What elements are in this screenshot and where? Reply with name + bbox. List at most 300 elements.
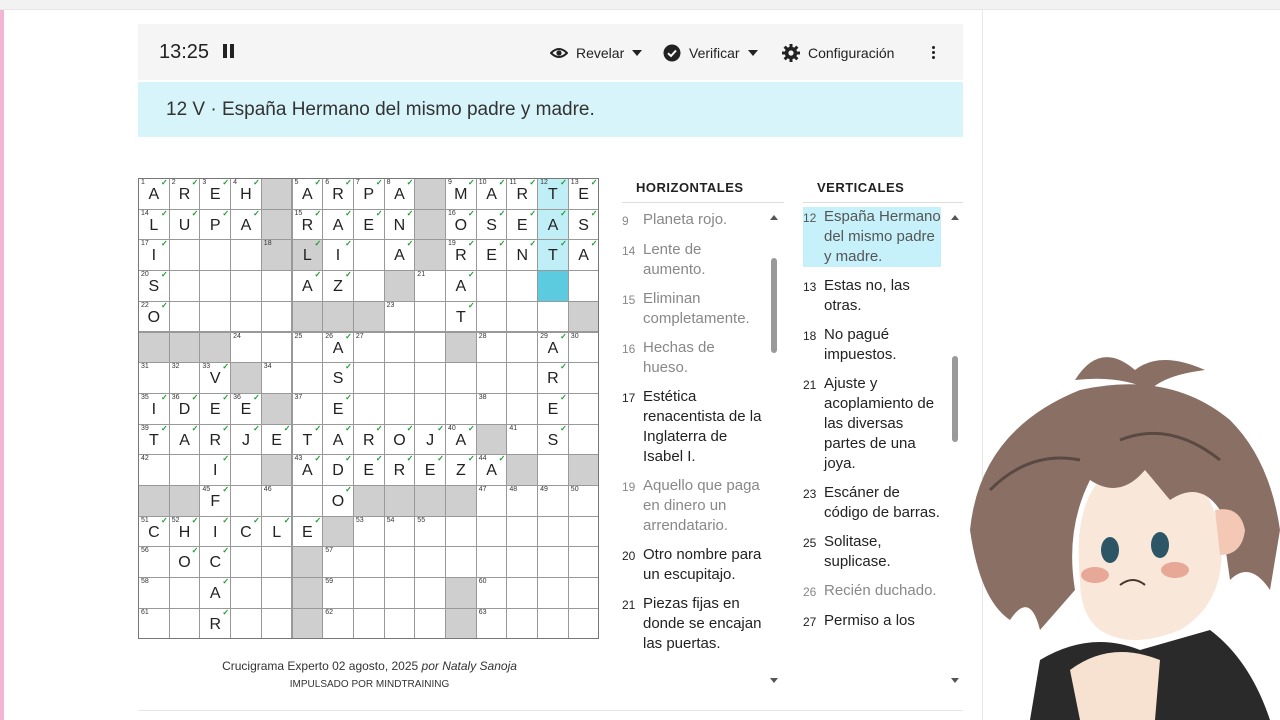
grid-cell[interactable] <box>230 178 262 210</box>
cell-letter: T <box>148 431 159 449</box>
cell-letter: A <box>486 186 497 203</box>
cell-letter: H <box>240 186 252 203</box>
down-scrollbar[interactable] <box>952 356 958 442</box>
clue-item[interactable] <box>622 289 762 329</box>
grid-cell[interactable] <box>414 608 446 640</box>
clue-item[interactable] <box>803 374 941 474</box>
grid-cell[interactable] <box>506 424 538 456</box>
clue-item[interactable] <box>803 611 941 632</box>
grid-cell[interactable] <box>384 577 416 609</box>
grid-cell[interactable] <box>169 209 201 241</box>
grid-cell[interactable] <box>537 270 569 302</box>
clue-item[interactable] <box>622 240 762 280</box>
grid-cell[interactable] <box>414 454 446 486</box>
grid-cell[interactable] <box>138 362 170 394</box>
grid-cell[interactable] <box>476 332 508 364</box>
cell-letter: Z <box>333 278 343 296</box>
grid-cell[interactable] <box>414 393 446 425</box>
grid-cell[interactable] <box>292 516 324 548</box>
cell-number: 57 <box>325 547 333 555</box>
grid-cell[interactable] <box>292 454 324 486</box>
grid-cell[interactable] <box>261 424 293 456</box>
grid-cell[interactable] <box>476 454 508 486</box>
more-options-icon[interactable] <box>930 44 936 62</box>
grid-cell[interactable] <box>322 332 354 364</box>
grid-cell[interactable] <box>138 270 170 302</box>
grid-cell[interactable] <box>138 424 170 456</box>
pause-icon-bar <box>230 44 234 58</box>
grid-cell[interactable] <box>199 424 231 456</box>
grid-cell[interactable] <box>384 362 416 394</box>
grid-cell[interactable] <box>476 393 508 425</box>
grid-cell[interactable] <box>568 178 600 210</box>
pause-button[interactable] <box>223 44 235 60</box>
correct-check-icon: ✓ <box>590 239 598 249</box>
clue-text: Ajuste y acoplamiento de las diversas partes de una joya. <box>824 375 935 472</box>
correct-check-icon: ✓ <box>191 546 199 556</box>
clue-number: 16 <box>622 342 636 356</box>
grid-cell[interactable] <box>414 516 446 548</box>
grid-cell[interactable] <box>169 178 201 210</box>
clue-text: Escáner de código de barras. <box>824 484 940 521</box>
grid-cell[interactable] <box>537 608 569 640</box>
grid-cell[interactable] <box>445 393 477 425</box>
grid-cell[interactable] <box>414 424 446 456</box>
grid-cell[interactable] <box>506 577 538 609</box>
grid-cell[interactable] <box>322 178 354 210</box>
cell-letter: D <box>332 462 344 480</box>
scroll-down-icon[interactable] <box>951 678 959 683</box>
grid-cell[interactable] <box>568 209 600 241</box>
grid-cell[interactable] <box>506 301 538 333</box>
grid-cell[interactable] <box>199 546 231 578</box>
grid-cell[interactable] <box>230 270 262 302</box>
grid-cell[interactable] <box>230 239 262 271</box>
grid-block <box>292 608 324 640</box>
verify-button[interactable] <box>663 42 758 64</box>
grid-cell[interactable] <box>138 516 170 548</box>
grid-cell[interactable] <box>138 301 170 333</box>
clue-item[interactable] <box>622 387 762 467</box>
clue-number: 15 <box>622 293 636 307</box>
cell-number: 27 <box>355 332 364 340</box>
clue-text: Aquello que paga en dinero un arrendatario. <box>643 477 760 534</box>
correct-check-icon: ✓ <box>314 515 322 525</box>
cell-letter: A <box>394 247 405 265</box>
grid-cell[interactable] <box>322 454 354 486</box>
cell-number: 14 <box>141 209 149 217</box>
cell-letter: A <box>302 186 313 203</box>
clue-number: 20 <box>622 549 636 563</box>
grid-cell[interactable] <box>384 239 416 271</box>
correct-check-icon: ✓ <box>222 178 230 187</box>
grid-cell[interactable] <box>230 454 262 486</box>
grid-cell[interactable] <box>568 577 600 609</box>
credit-text: Crucigrama Experto 02 agosto, 2025 <box>222 659 419 673</box>
clue-item[interactable] <box>622 210 762 231</box>
grid-cell[interactable] <box>476 362 508 394</box>
settings-button[interactable] <box>782 42 894 64</box>
grid-cell[interactable] <box>353 239 385 271</box>
grid-cell[interactable] <box>199 178 231 210</box>
grid-cell[interactable] <box>322 362 354 394</box>
correct-check-icon: ✓ <box>283 423 291 433</box>
grid-cell[interactable] <box>322 239 354 271</box>
grid-cell[interactable] <box>445 178 477 210</box>
grid-cell[interactable] <box>506 485 538 517</box>
grid-cell[interactable] <box>261 485 293 517</box>
grid-cell[interactable] <box>384 608 416 640</box>
cell-letter: R <box>516 186 529 203</box>
correct-check-icon: ✓ <box>345 270 352 280</box>
grid-cell[interactable] <box>292 332 324 364</box>
grid-block <box>261 454 293 486</box>
grid-cell[interactable] <box>445 209 477 241</box>
cell-letter: R <box>362 431 375 449</box>
grid-cell[interactable] <box>169 546 201 578</box>
grid-cell[interactable] <box>506 332 538 364</box>
grid-cell[interactable] <box>230 393 262 425</box>
grid-cell[interactable] <box>568 485 600 517</box>
grid-cell[interactable] <box>445 362 477 394</box>
grid-cell[interactable] <box>261 362 293 394</box>
grid-cell[interactable] <box>353 332 385 364</box>
correct-check-icon: ✓ <box>253 178 260 187</box>
grid-cell[interactable] <box>476 178 508 210</box>
grid-cell[interactable] <box>199 362 231 394</box>
clue-item[interactable] <box>803 207 941 267</box>
cell-number: 44 <box>478 455 487 463</box>
grid-cell[interactable] <box>537 332 569 364</box>
grid-cell[interactable] <box>476 270 508 302</box>
grid-cell[interactable] <box>292 485 324 517</box>
grid-cell[interactable] <box>169 608 201 640</box>
clue-text: Estas no, las otras. <box>824 277 910 314</box>
grid-cell[interactable] <box>384 454 416 486</box>
across-scrollbar[interactable] <box>771 258 777 353</box>
grid-cell[interactable] <box>138 209 170 241</box>
grid-cell[interactable] <box>138 454 170 486</box>
grid-cell[interactable] <box>230 608 262 640</box>
grid-cell[interactable] <box>138 239 170 271</box>
grid-cell[interactable] <box>261 301 293 333</box>
correct-check-icon: ✓ <box>498 239 506 249</box>
grid-cell[interactable] <box>445 424 477 456</box>
grid-cell[interactable] <box>537 178 569 210</box>
grid-cell[interactable] <box>476 516 508 548</box>
grid-cell[interactable] <box>568 332 600 364</box>
grid-cell[interactable] <box>537 362 569 394</box>
grid-cell[interactable] <box>230 485 262 517</box>
grid-cell[interactable] <box>230 516 262 548</box>
grid-cell[interactable] <box>138 577 170 609</box>
grid-cell[interactable] <box>353 209 385 241</box>
cell-letter: A <box>332 216 344 234</box>
cell-letter: A <box>302 462 313 480</box>
grid-cell[interactable] <box>537 424 569 456</box>
grid-cell[interactable] <box>384 332 416 364</box>
clue-item[interactable] <box>803 276 941 316</box>
left-edge-stripe <box>0 0 4 720</box>
clue-number: 13 <box>803 280 817 294</box>
grid-cell[interactable] <box>261 546 293 578</box>
grid-cell[interactable] <box>261 270 293 302</box>
clue-number: 12 <box>803 211 817 225</box>
grid-cell[interactable] <box>568 239 600 271</box>
grid-cell[interactable] <box>506 362 538 394</box>
grid-cell[interactable] <box>506 516 538 548</box>
grid-cell[interactable] <box>322 393 354 425</box>
grid-cell[interactable] <box>384 178 416 210</box>
grid-cell[interactable] <box>476 239 508 271</box>
grid-cell[interactable] <box>445 516 477 548</box>
grid-cell[interactable] <box>261 577 293 609</box>
grid-cell[interactable] <box>322 577 354 609</box>
grid-cell[interactable] <box>506 546 538 578</box>
clue-number: 9 <box>622 214 629 228</box>
grid-block <box>384 270 416 302</box>
grid-cell[interactable] <box>384 516 416 548</box>
grid-cell[interactable] <box>199 577 231 609</box>
grid-cell[interactable] <box>414 270 446 302</box>
grid-cell[interactable] <box>476 546 508 578</box>
grid-block <box>169 485 201 517</box>
grid-cell[interactable] <box>384 209 416 241</box>
grid-cell[interactable] <box>199 485 231 517</box>
grid-cell[interactable] <box>568 516 600 548</box>
grid-cell[interactable] <box>353 608 385 640</box>
grid-cell[interactable] <box>169 239 201 271</box>
grid-cell[interactable] <box>261 608 293 640</box>
grid-cell[interactable] <box>292 362 324 394</box>
cell-number: 41 <box>509 424 518 432</box>
cell-letter: N <box>393 216 406 234</box>
grid-cell[interactable] <box>537 546 569 578</box>
clue-text: Estética renacentista de la Inglaterra de Isabel I. <box>643 388 762 465</box>
cell-letter: U <box>178 216 191 234</box>
grid-cell[interactable] <box>537 516 569 548</box>
grid-cell[interactable] <box>537 301 569 333</box>
correct-check-icon: ✓ <box>345 362 352 372</box>
grid-cell[interactable] <box>476 608 508 640</box>
grid-cell[interactable] <box>292 424 324 456</box>
grid-cell[interactable] <box>506 239 538 271</box>
cell-letter: A <box>455 278 467 296</box>
clue-text: Eliminan completamente. <box>643 290 750 327</box>
grid-cell[interactable] <box>199 209 231 241</box>
grid-cell[interactable] <box>506 209 538 241</box>
cell-letter: E <box>578 186 589 203</box>
cell-letter: Z <box>455 462 466 480</box>
cell-number: 60 <box>478 578 487 586</box>
grid-cell[interactable] <box>568 424 600 456</box>
grid-cell[interactable] <box>445 270 477 302</box>
grid-cell[interactable] <box>506 270 538 302</box>
grid-cell[interactable] <box>138 546 170 578</box>
grid-cell[interactable] <box>384 546 416 578</box>
grid-cell[interactable] <box>199 393 231 425</box>
clue-item[interactable] <box>622 545 762 585</box>
puzzle-toolbar <box>138 24 963 80</box>
across-clue-list <box>622 210 762 696</box>
cell-number: 21 <box>417 271 426 279</box>
cell-letter: E <box>240 400 252 418</box>
grid-cell[interactable] <box>445 546 477 578</box>
grid-cell[interactable] <box>169 516 201 548</box>
grid-cell[interactable] <box>138 393 170 425</box>
grid-cell[interactable] <box>292 209 324 241</box>
grid-cell[interactable] <box>199 608 231 640</box>
grid-cell[interactable] <box>537 454 569 486</box>
scroll-up-icon[interactable] <box>770 215 778 220</box>
grid-cell[interactable] <box>322 209 354 241</box>
grid-cell[interactable] <box>353 362 385 394</box>
grid-cell[interactable] <box>138 608 170 640</box>
grid-cell[interactable] <box>230 546 262 578</box>
clue-item[interactable] <box>803 581 941 602</box>
cell-number: 5 <box>294 179 299 186</box>
grid-cell[interactable] <box>568 608 600 640</box>
cell-number: 20 <box>141 271 149 279</box>
grid-cell[interactable] <box>537 209 569 241</box>
grid-cell[interactable] <box>261 332 293 364</box>
grid-cell[interactable] <box>353 393 385 425</box>
cell-number: 61 <box>141 608 149 616</box>
grid-cell[interactable] <box>537 577 569 609</box>
grid-cell[interactable] <box>169 454 201 486</box>
cell-number: 46 <box>263 486 272 493</box>
grid-cell[interactable] <box>169 424 201 456</box>
reveal-button[interactable] <box>550 42 642 64</box>
clue-item[interactable] <box>803 532 941 572</box>
grid-cell[interactable] <box>445 301 477 333</box>
grid-block <box>414 485 446 517</box>
grid-cell[interactable] <box>537 485 569 517</box>
clue-number: 27 <box>803 615 817 629</box>
grid-cell[interactable] <box>414 301 446 333</box>
grid-block <box>322 516 354 548</box>
grid-cell[interactable] <box>322 608 354 640</box>
grid-cell[interactable] <box>292 178 324 210</box>
grid-cell[interactable] <box>353 546 385 578</box>
cell-letter: I <box>151 247 157 265</box>
grid-cell[interactable] <box>476 209 508 241</box>
grid-cell[interactable] <box>261 516 293 548</box>
cell-letter: S <box>332 370 344 388</box>
grid-cell[interactable] <box>292 393 324 425</box>
correct-check-icon: ✓ <box>406 239 414 249</box>
grid-cell[interactable] <box>199 454 231 486</box>
cell-number: 28 <box>478 332 487 340</box>
grid-cell[interactable] <box>169 577 201 609</box>
cell-letter: E <box>332 400 344 418</box>
puzzle-credit <box>138 659 601 673</box>
grid-cell[interactable] <box>414 332 446 364</box>
cell-number: 1 <box>141 179 145 186</box>
grid-cell[interactable] <box>384 393 416 425</box>
clue-item[interactable] <box>622 338 762 378</box>
grid-cell[interactable] <box>476 577 508 609</box>
grid-cell[interactable] <box>445 454 477 486</box>
clue-item[interactable] <box>622 476 762 536</box>
cell-letter: D <box>178 400 191 418</box>
grid-cell[interactable] <box>476 301 508 333</box>
correct-check-icon: ✓ <box>314 178 322 187</box>
grid-cell[interactable] <box>414 546 446 578</box>
grid-cell[interactable] <box>322 424 354 456</box>
grid-cell[interactable] <box>537 393 569 425</box>
grid-cell[interactable] <box>353 577 385 609</box>
cell-letter: A <box>486 462 497 480</box>
grid-cell[interactable] <box>230 424 262 456</box>
cell-letter: S <box>547 431 559 449</box>
grid-cell[interactable] <box>353 516 385 548</box>
grid-cell[interactable] <box>506 178 538 210</box>
grid-cell[interactable] <box>138 178 170 210</box>
grid-cell[interactable] <box>476 485 508 517</box>
clue-item[interactable] <box>622 594 762 654</box>
grid-cell[interactable] <box>568 270 600 302</box>
grid-cell[interactable] <box>414 577 446 609</box>
down-clue-list <box>803 207 941 696</box>
grid-cell[interactable] <box>322 270 354 302</box>
grid-cell[interactable] <box>353 270 385 302</box>
grid-cell[interactable] <box>353 178 385 210</box>
grid-cell[interactable] <box>230 209 262 241</box>
cell-number: 48 <box>509 486 518 493</box>
grid-cell[interactable] <box>199 239 231 271</box>
grid-cell[interactable] <box>568 546 600 578</box>
grid-cell[interactable] <box>169 301 201 333</box>
grid-cell[interactable] <box>169 270 201 302</box>
cell-letter: R <box>547 370 559 388</box>
clue-item[interactable] <box>803 325 941 365</box>
correct-check-icon: ✓ <box>160 423 168 433</box>
scroll-up-icon[interactable] <box>951 215 959 220</box>
grid-cell[interactable] <box>506 393 538 425</box>
grid-cell[interactable] <box>537 239 569 271</box>
correct-check-icon: ✓ <box>529 178 537 187</box>
grid-cell[interactable] <box>199 516 231 548</box>
cell-letter: A <box>332 431 344 449</box>
grid-cell[interactable] <box>414 362 446 394</box>
clue-item[interactable] <box>803 483 941 523</box>
grid-cell[interactable] <box>384 424 416 456</box>
grid-cell[interactable] <box>322 485 354 517</box>
grid-cell[interactable] <box>230 332 262 364</box>
scroll-down-icon[interactable] <box>770 678 778 683</box>
grid-cell[interactable] <box>169 393 201 425</box>
grid-cell[interactable] <box>292 270 324 302</box>
grid-cell[interactable] <box>169 362 201 394</box>
grid-cell[interactable] <box>445 239 477 271</box>
grid-cell[interactable] <box>199 270 231 302</box>
grid-cell[interactable] <box>353 454 385 486</box>
grid-cell[interactable] <box>568 362 600 394</box>
grid-cell[interactable] <box>353 424 385 456</box>
grid-cell[interactable] <box>199 301 231 333</box>
grid-cell[interactable] <box>506 608 538 640</box>
grid-cell[interactable] <box>384 301 416 333</box>
grid-cell[interactable] <box>230 301 262 333</box>
cell-letter: C <box>240 523 252 541</box>
grid-cell[interactable] <box>230 577 262 609</box>
grid-block <box>292 577 324 609</box>
grid-cell[interactable] <box>568 393 600 425</box>
grid-block <box>445 608 477 640</box>
cell-number: 45 <box>202 486 211 493</box>
grid-cell[interactable] <box>322 546 354 578</box>
